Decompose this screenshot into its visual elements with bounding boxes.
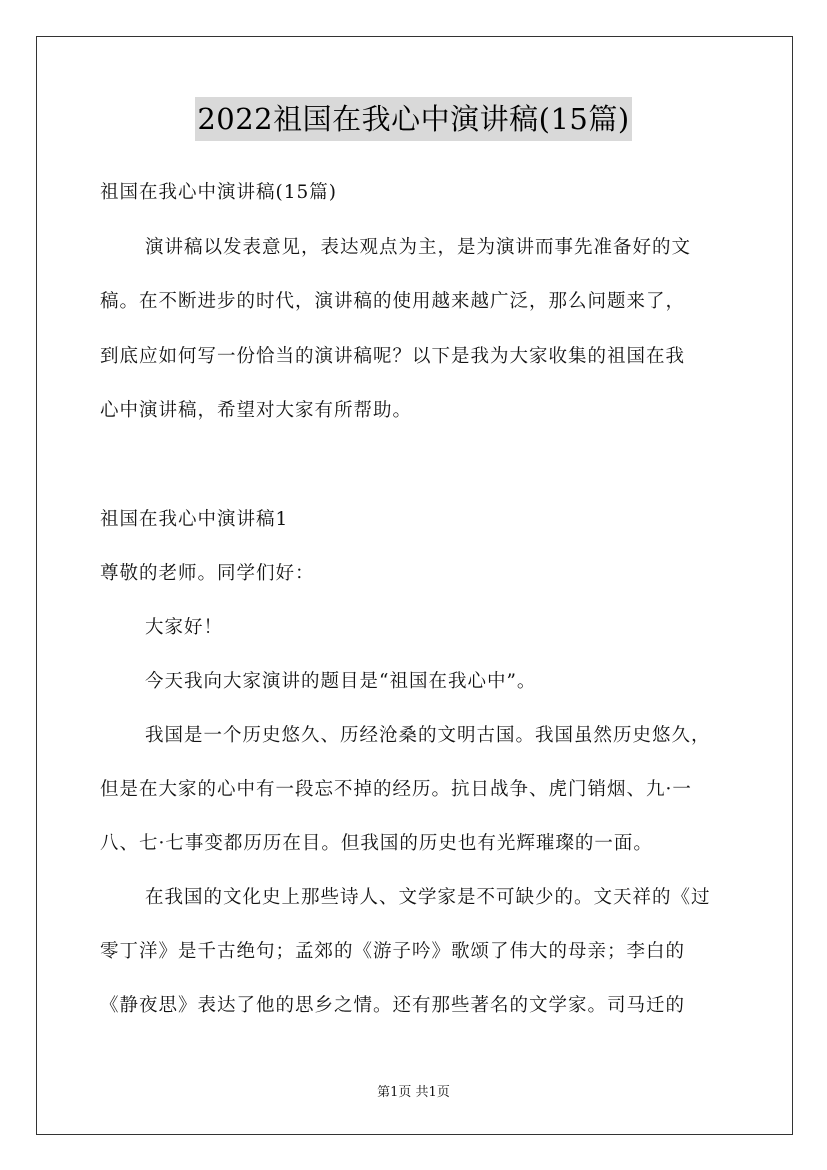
greeting-line: 大家好！ (145, 617, 224, 638)
paragraph-line: 心中演讲稿，希望对大家有所帮助。 (100, 400, 413, 421)
title-container (0, 97, 827, 141)
paragraph-line: 零丁洋》是千古绝句；孟郊的《游子吟》歌颂了伟大的母亲；李白的 (100, 941, 686, 962)
paragraph-line: 《静夜思》表达了他的思乡之情。还有那些著名的文学家。司马迁的 (100, 995, 686, 1016)
subtitle-line: 祖国在我心中演讲稿(15篇) (100, 182, 337, 203)
paragraph-line: 演讲稿以发表意见，表达观点为主，是为演讲而事先准备好的文 (145, 237, 692, 258)
paragraph-line: 但是在大家的心中有一段忘不掉的经历。抗日战争、虎门销烟、九·一 (100, 779, 692, 800)
paragraph-line: 八、七·七事变都历历在目。但我国的历史也有光辉璀璨的一面。 (100, 833, 653, 854)
document-title: 2022祖国在我心中演讲稿(15篇) (195, 97, 631, 141)
paragraph-line: 在我国的文化史上那些诗人、文学家是不可缺少的。文天祥的《过 (145, 887, 711, 908)
paragraph-line: 到底应如何写一份恰当的演讲稿呢？以下是我为大家收集的祖国在我 (100, 346, 686, 367)
paragraph-line: 我国是一个历史悠久、历经沧桑的文明古国。我国虽然历史悠久， (145, 725, 711, 746)
page-footer: 第1页 共1页 (377, 1085, 450, 1100)
salutation-line: 尊敬的老师。同学们好： (100, 563, 315, 584)
section-heading: 祖国在我心中演讲稿1 (100, 509, 289, 530)
paragraph-line: 稿。在不断进步的时代，演讲稿的使用越来越广泛，那么问题来了， (100, 291, 686, 312)
paragraph-line: 今天我向大家演讲的题目是“祖国在我心中”。 (145, 671, 537, 692)
